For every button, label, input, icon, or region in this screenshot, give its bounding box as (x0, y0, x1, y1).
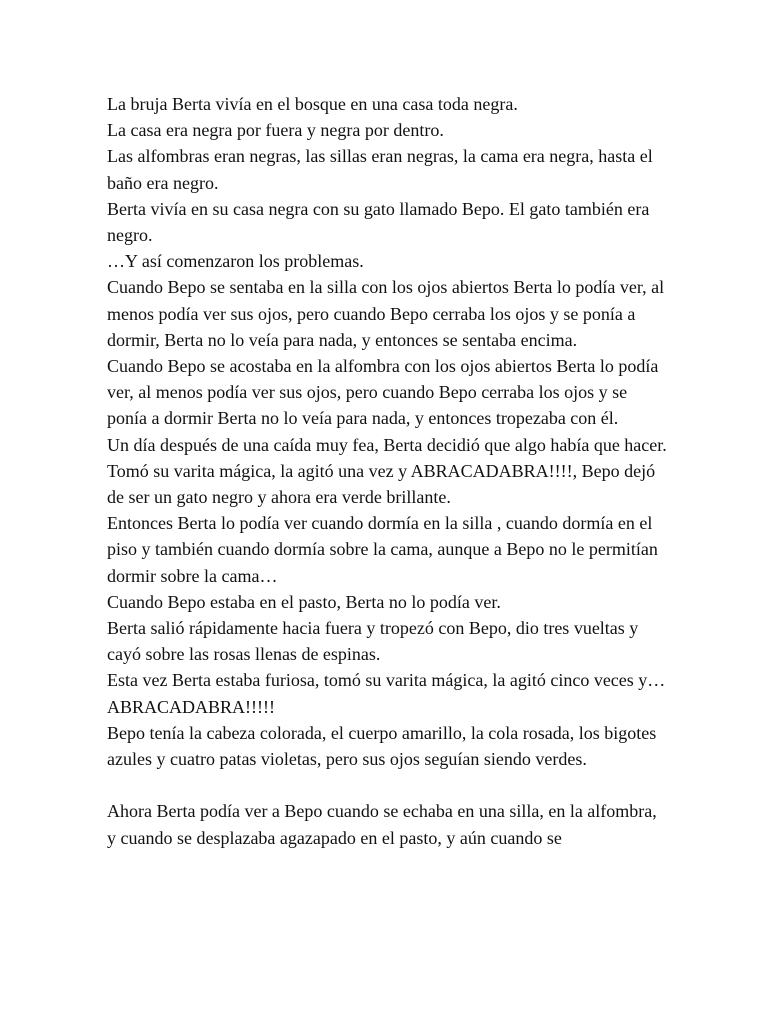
paragraph: Bepo tenía la cabeza colorada, el cuerpo amarillo, la cola rosada, los bigotes azules y cuatro patas violetas, pero sus ojos seguían siendo verdes. (107, 722, 657, 770)
paragraph: Berta salió rápidamente hacia fuera y tropezó con Bepo, dio tres vueltas y cayó sobre las rosas llenas de espinas. (107, 618, 639, 665)
paragraph: …Y así comenzaron los problemas. (107, 251, 364, 272)
blank-line (107, 772, 667, 798)
paragraph: Entonces Berta lo podía ver cuando dormía en la silla , cuando dormía en el piso y también cuando dormía sobre la cama, aunque a Bepo no le permitían dormir sobre la cama… (107, 513, 658, 586)
story-text (107, 91, 667, 851)
paragraph: La bruja Berta vivía en el bosque en una casa toda negra. (107, 94, 518, 114)
paragraph: La casa era negra por fuera y negra por dentro. (107, 120, 444, 141)
paragraph: Un día después de una caída muy fea, Berta decidió que algo había que hacer. (107, 434, 667, 455)
paragraph: Tomó su varita mágica, la agitó una vez y ABRACADABRA!!!!, Bepo dejó de ser un gato negro y ahora era verde brillante. (107, 460, 656, 508)
paragraph: Esta vez Berta estaba furiosa, tomó su varita mágica, la agitó cinco veces y… ABRACADABRA!!!!! (107, 670, 666, 717)
paragraph: Cuando Bepo se sentaba en la silla con los ojos abiertos Berta lo podía ver, al menos podía ver sus ojos, pero cuando Bepo cerraba los ojos y se ponía a dormir, Berta no lo veía para nada, y entonces se sentaba encima. (107, 277, 665, 350)
paragraph: Berta vivía en su casa negra con su gato llamado Bepo. El gato también era negro. (107, 198, 650, 246)
paragraph: Las alfombras eran negras, las sillas eran negras, la cama era negra, hasta el baño era negro. (107, 146, 653, 193)
paragraph: Ahora Berta podía ver a Bepo cuando se echaba en una silla, en la alfombra, y cuando se desplazaba agazapado en el pasto, y aún cuando se (107, 801, 657, 848)
paragraph: Cuando Bepo estaba en el pasto, Berta no lo podía ver. (107, 591, 501, 612)
paragraph: Cuando Bepo se acostaba en la alfombra con los ojos abiertos Berta lo podía ver, al menos podía ver sus ojos, pero cuando Bepo cerraba los ojos y se ponía a dormir Berta no lo veía para nada, y entonces tropezaba con él. (107, 356, 659, 429)
